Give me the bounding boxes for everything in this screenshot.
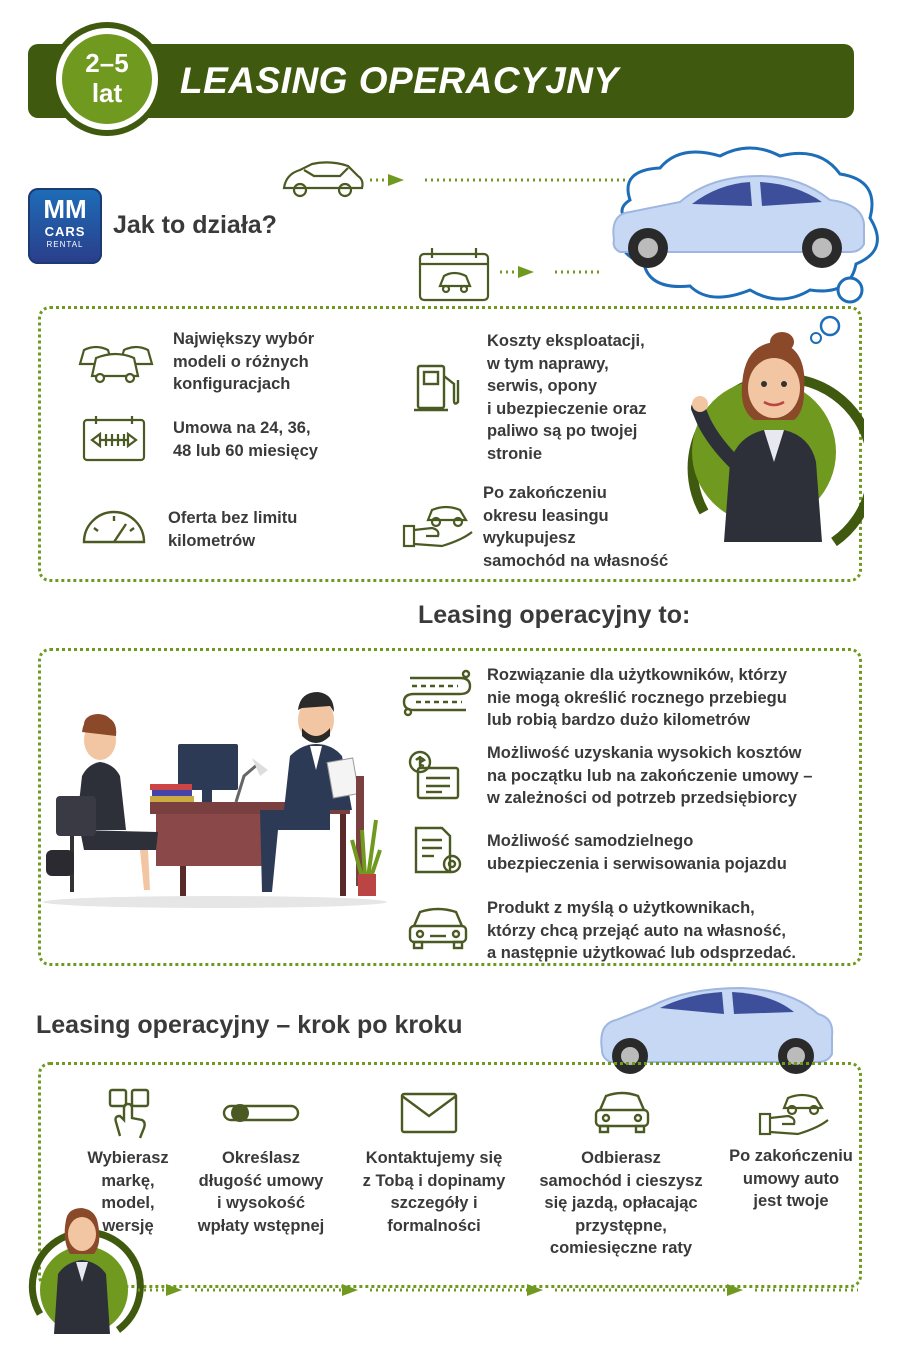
car-outline-icon [284,162,363,196]
thought-cloud-car [600,140,890,310]
how-item-4-line: Koszty eksploatacji, [487,332,645,350]
how-item-4-line: w tym naprawy, [487,354,609,373]
what-item-4-line: Produkt z myślą o użytkownikach, [487,899,755,917]
car-front-icon [406,904,470,952]
what-item-2-line: Możliwość uzyskania wysokich kosztów [487,744,802,762]
how-item-1-line: konfiguracjach [173,375,291,393]
touch-select-icon [106,1088,152,1140]
logo-text-rental: RENTAL [46,240,84,249]
logo-text-cars: CARS [44,224,86,239]
what-item-1-line: lub robią bardzo dużo kilometrów [487,711,751,729]
what-item-4 [487,897,796,965]
logo-text-mm: MM [43,194,87,224]
how-item-5 [483,482,668,572]
car-front-icon [592,1090,652,1136]
hand-car-icon [758,1088,832,1140]
fuel-pump-icon [414,362,464,414]
arrow-1 [388,174,404,186]
how-item-4 [487,330,647,465]
how-item-1-line: Największy wybór [173,330,315,348]
step-2-line: i wysokość [216,1194,306,1212]
how-item-1-line: modeli o różnych [173,352,309,371]
calendar-car-icon [420,248,488,300]
what-item-3 [487,830,787,875]
how-item-2-line: 48 lub 60 miesięcy [173,441,318,460]
how-item-5-line: samochód na własność [483,551,669,570]
step-5-line: umowy auto [742,1169,840,1188]
step-4-line: się jazdą, opłacając [544,1194,698,1212]
page-title: LEASING OPERACYJNY [180,60,619,101]
how-item-4-line: stronie [487,444,543,463]
what-item-1 [487,664,787,732]
step-5 [718,1145,864,1213]
how-it-works-heading: Jak to działa? [113,211,277,239]
how-item-4-line: i ubezpieczenie oraz [487,399,647,418]
step-2-line: Określasz [222,1149,300,1167]
envelope-icon [400,1092,458,1134]
office-meeting-illustration [40,680,390,910]
how-item-5-line: Po zakończeniu [483,484,607,502]
how-item-4-line: paliwo są po twojej [487,422,638,440]
step-3-line: szczegóły i [390,1194,478,1212]
how-item-5-line: wykupujesz [483,529,576,547]
cars-icon [76,334,156,384]
bottom-decor [20,1204,880,1344]
steps-heading: Leasing operacyjny – krok po kroku [36,1011,463,1039]
contract-arrows-icon [82,414,146,462]
what-item-4-line: którzy chcą przejąć auto na własność, [487,921,786,940]
how-item-3-line: kilometrów [168,531,256,550]
document-gear-icon [412,826,466,878]
step-1-line: markę, [101,1171,155,1190]
step-1-line: model, [101,1194,155,1212]
step-4-line: samochód i cieszysz [539,1171,703,1190]
step-5-line: jest twoje [753,1192,829,1210]
hand-car-icon [402,500,474,552]
step-1-line: Wybierasz [87,1149,169,1167]
step-4-line: Odbierasz [581,1149,661,1167]
step-3-line: formalności [387,1216,481,1235]
what-is-heading: Leasing operacyjny to: [418,601,691,629]
slider-toggle-icon [222,1102,300,1126]
what-item-3-line: Możliwość samodzielnego [487,832,694,850]
how-item-2 [173,417,318,462]
what-item-4-line: a następnie użytkować lub odsprzedać. [487,944,796,962]
how-item-3-line: Oferta bez limitu [168,509,298,527]
speedometer-icon [80,506,148,546]
step-4-line: comiesięczne raty [549,1239,693,1257]
winding-road-icon [400,668,474,718]
step-4-line: przystępne, [575,1216,667,1235]
what-item-2 [487,742,813,810]
step-2-line: długość umowy [198,1171,324,1190]
how-item-5-line: okresu leasingu [483,506,609,525]
arrow-2 [518,266,534,278]
what-item-3-line: ubezpieczenia i serwisowania pojazdu [487,854,787,873]
step-3-line: z Tobą i dopinamy [362,1171,506,1190]
badge-years: 2–5 [85,48,129,78]
badge-unit: lat [91,78,123,108]
how-item-2-line: Umowa na 24, 36, [173,419,311,437]
cost-document-icon [406,748,464,800]
how-item-4-line: serwis, opony [487,377,598,395]
step-5-line: Po zakończeniu [729,1147,853,1165]
what-item-1-line: nie mogą określić rocznego przebiegu [487,688,787,707]
how-item-1 [173,328,314,396]
businesswoman-illustration [664,312,864,572]
step-2-line: wpłaty wstępnej [197,1216,325,1235]
what-item-1-line: Rozwiązanie dla użytkowników, którzy [487,666,788,684]
how-item-3 [168,507,297,552]
what-item-2-line: na początku lub na zakończenie umowy – [487,766,813,785]
what-item-2-line: w zależności od potrzeb przedsiębiorcy [487,789,797,807]
blue-car-illustration [596,984,836,1074]
step-1-line: wersję [102,1216,154,1235]
step-3-line: Kontaktujemy się [365,1149,503,1167]
